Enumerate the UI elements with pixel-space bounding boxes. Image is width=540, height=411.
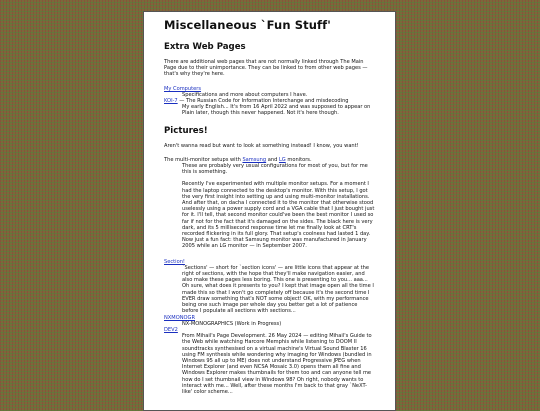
my-computers-desc: Specifications and more about computers I have. xyxy=(182,91,308,98)
extra-pages-heading: Extra Web Pages xyxy=(164,42,246,52)
dev2-link[interactable]: DEV2 xyxy=(164,326,178,333)
multi-monitor-story: Recently I've experimented with multiple monitor setups. For a moment I had the laptop connected to the desktop's monitor. With this setup, I got the very first insight into setting up and using multi-monitor installations. And after that, on dacha I connected it to the monitor that otherwise stood uselessly using a power supply cord and a VGA cable that I just bought just for it. I'll tell, that second monitor could've been the best monitor I used so far if not for the fact that it's damaged on the sides. The black here is very dark, and its 5 millisecond response time let me finally look at CRT's recorded flickering in its full glory. That setup's coolness had lasted 1 day. Now just a fun fact: that Samsung monitor was manufactured in January 2005 while an LG monitor — in September 2007. xyxy=(182,181,375,250)
pictures-heading: Pictures! xyxy=(164,125,208,136)
koi7-link[interactable]: KOI-7 xyxy=(164,98,178,105)
multi-monitor-text-and: and xyxy=(266,156,279,163)
samsung-link[interactable]: Samsung xyxy=(242,156,267,163)
section-desc: `Sections' — short for `section icons' — are little icons that appear at the right of sections, with the hope that they'll make navigation easier, and also make these pages less boring. This one is presenting to you... aaa... Oh sure, what does it presents to you? I kept that image open all the time I made this so that I won't go completely off because it's the second time I EVER draw something that's NOT some object! OK, with my performance being one such image per whole day you better get a lot of patience before I populate all sections with sections... xyxy=(182,264,374,315)
multi-monitor-text-end: monitors. xyxy=(285,156,312,163)
extra-pages-intro: There are additional web pages that are not normally linked through The Main Page due to their unimportance. They can be linked to from other web pages — that's why they're here. xyxy=(164,59,368,78)
koi7-note: — The Russian Code for Information Interchange and misdecoding xyxy=(177,98,349,105)
my-computers-link[interactable]: My Computers xyxy=(164,85,202,92)
nxmonogr-link[interactable]: NXMONOGR xyxy=(164,314,196,321)
section-link[interactable]: Section! xyxy=(164,258,185,265)
pictures-intro: Aren't wanna read but want to look at something instead! I know, you want! xyxy=(164,142,359,149)
koi7-desc: My early English... It's from 16 April 2022 and was supposed to appear on Plain later, though this never happened. Not it's here though. xyxy=(182,104,371,117)
pictures-list xyxy=(164,157,375,395)
nxmonogr-desc: NX-MONOGRAPHICS (Work in Progress) xyxy=(182,320,282,327)
extra-pages-list xyxy=(164,86,375,117)
dev2-desc: From Mihail's Page Development. 26 May 2024 — editing Mihail's Guide to the Web while watching Harcore Memphis while listening to DOOM II soundtracks synthesised on a virtual machine's Virtual Sound Blaster 16 using FM synthesis while wondering why imaging for Windows (bundled in Windows 95 all up to ME) does not understand Progressive JPEG when Internet Explorer (and even NCSA Mosaic 3.0) opens them all fine and Windows Explorer makes thumbnails for them too and can anyone tell me how do I set thumbnail view in Windows 98? Oh right, nobody wants to interact with me... Well, after these months I'm back to that gray `NeXT-like' color scheme... xyxy=(182,333,372,395)
multi-monitor-desc: These are probably very usual configurations for most of you, but for me this is something. xyxy=(182,163,368,176)
page-content xyxy=(143,11,396,411)
multi-monitor-text: The multi-monitor setups with xyxy=(164,156,243,163)
lg-link[interactable]: LG xyxy=(278,156,286,163)
page-title: Miscellaneous `Fun Stuff' xyxy=(164,18,331,32)
